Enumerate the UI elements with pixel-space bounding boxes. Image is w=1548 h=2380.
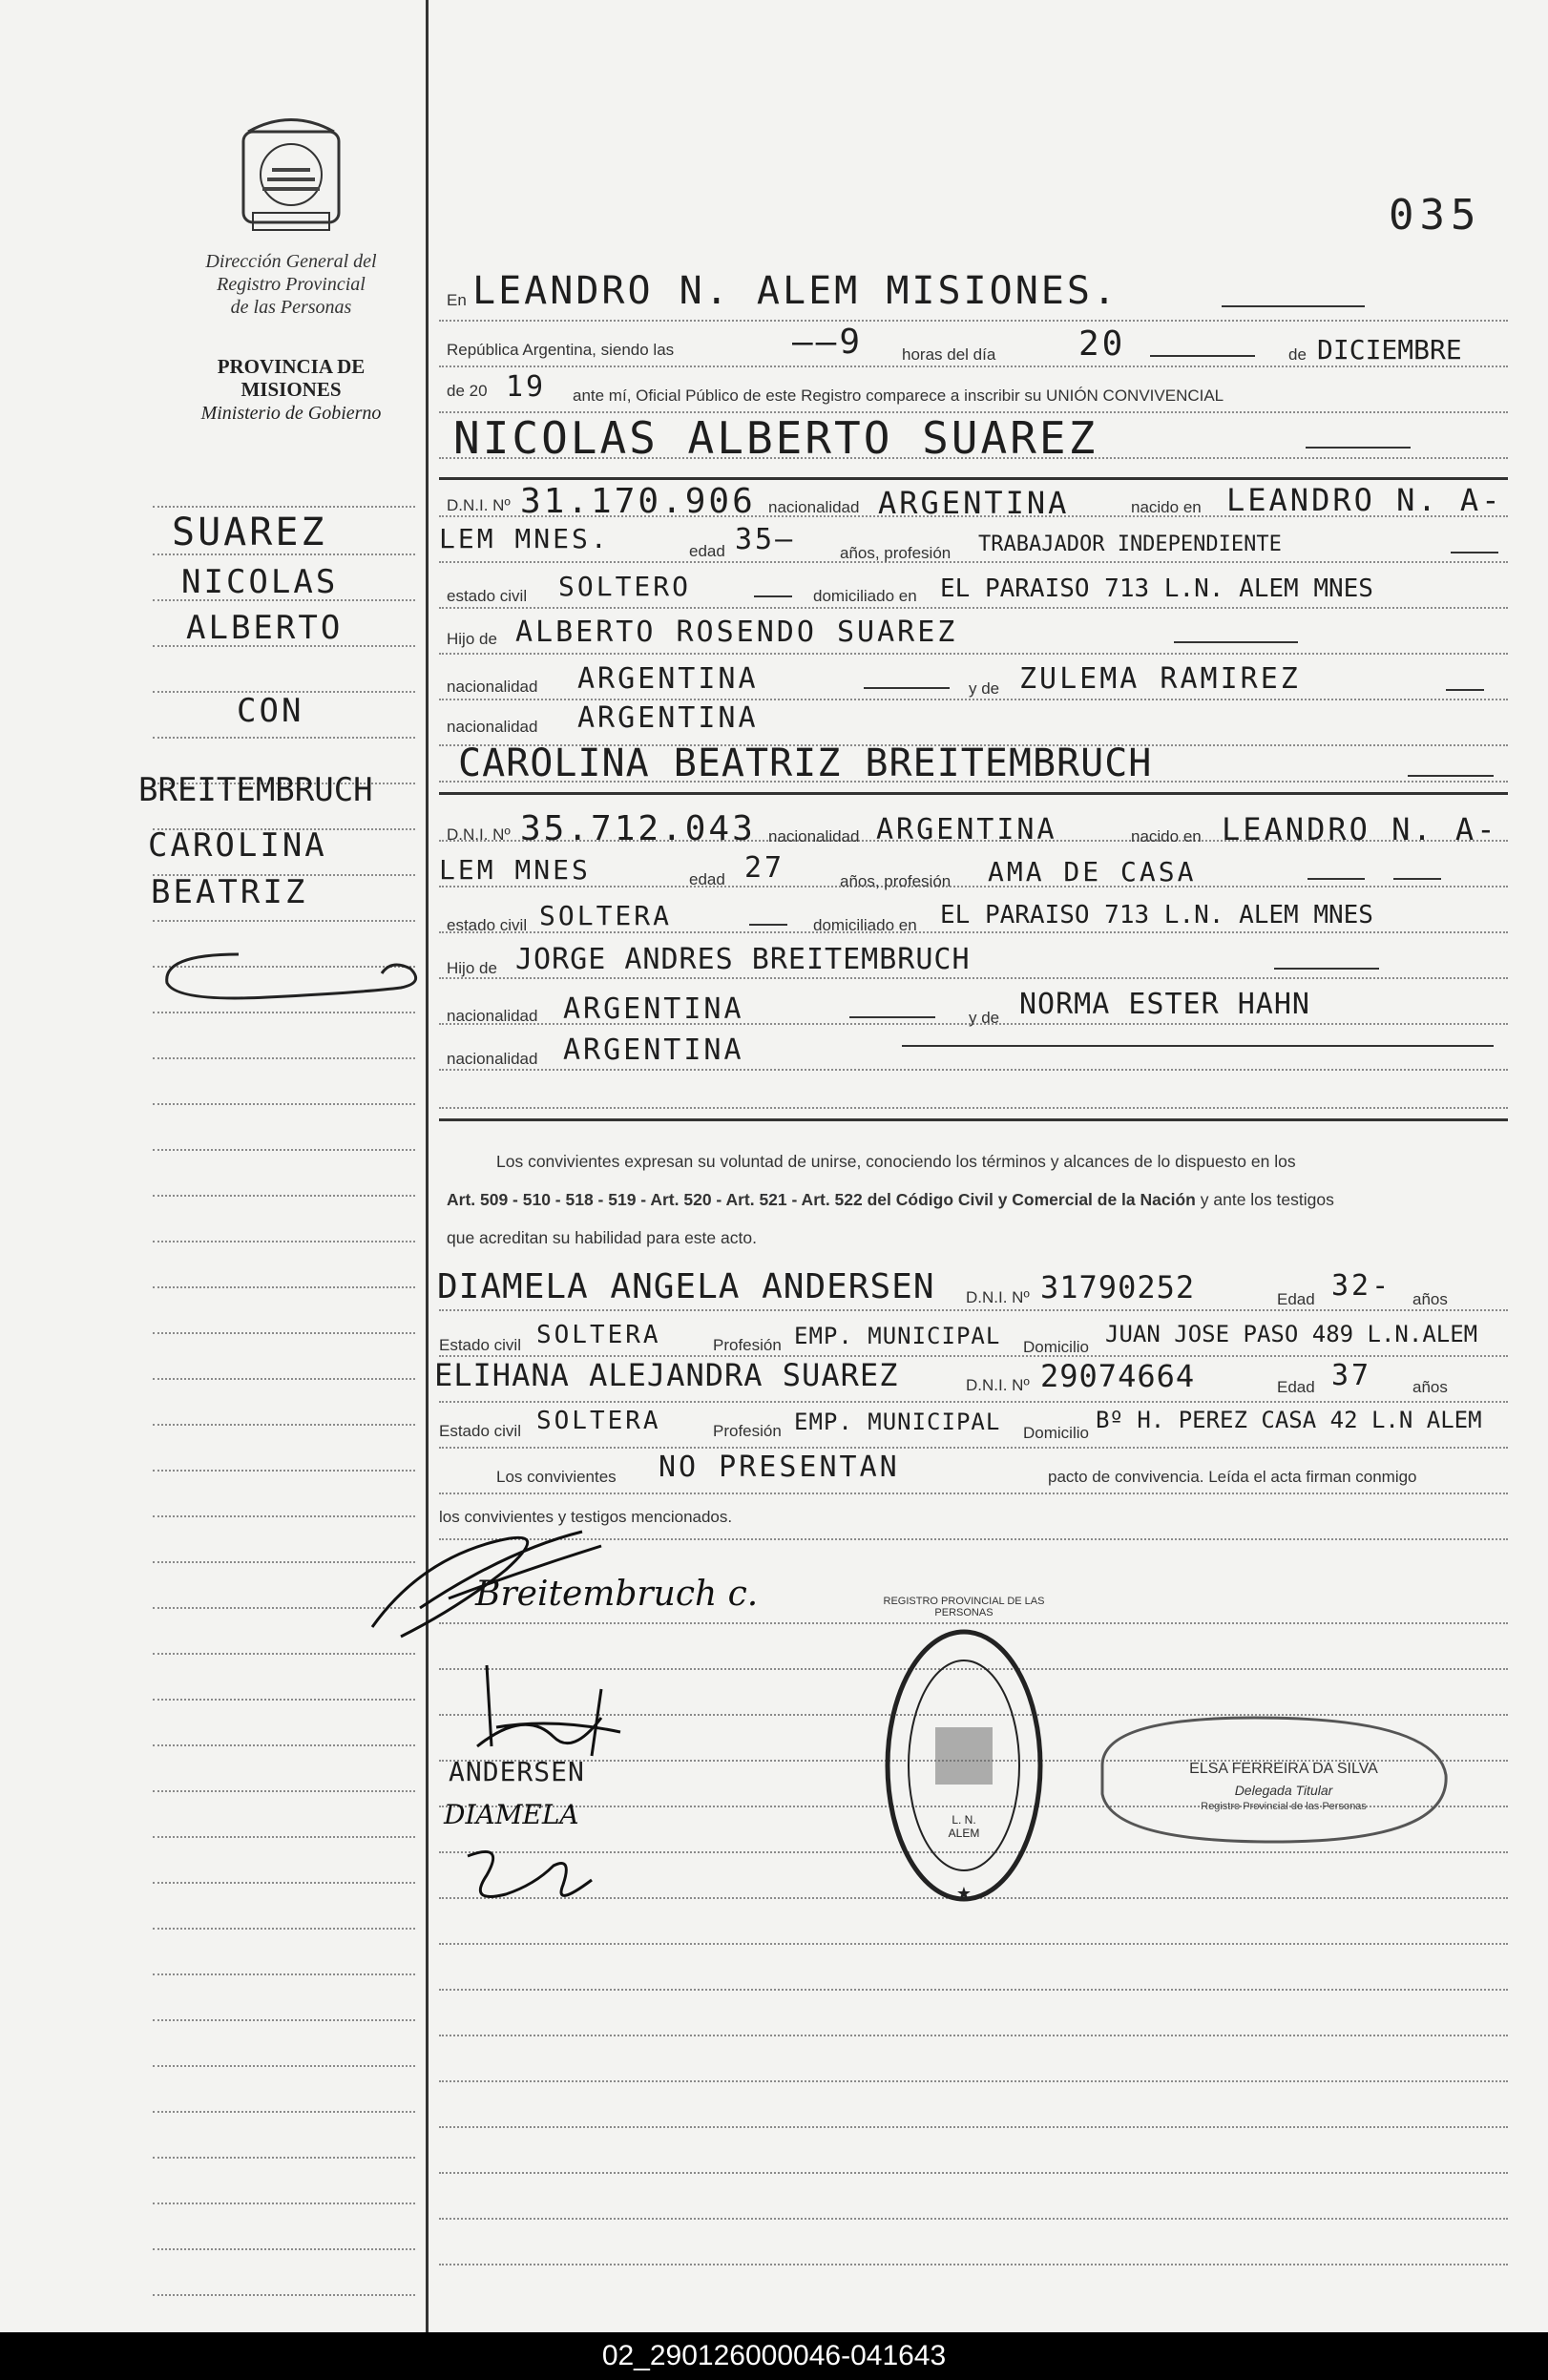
year-value: 19 — [506, 370, 547, 404]
convivientes-label: Los convivientes — [496, 1468, 617, 1486]
margin-line — [153, 1149, 415, 1151]
closing-text: pacto de convivencia. Leída el acta firman conmigo — [1048, 1468, 1417, 1486]
fill-dash — [1307, 878, 1365, 880]
nacionalidad-label: nacionalidad — [768, 498, 860, 516]
signature-5 — [449, 1837, 601, 1918]
person1-birthplace: LEANDRO N. A- — [1226, 482, 1503, 518]
closing-line-2: los convivientes y testigos mencionados. — [439, 1508, 733, 1526]
person1-nationality: ARGENTINA — [878, 485, 1070, 521]
fill-dash — [754, 595, 792, 597]
row-line — [439, 1943, 1508, 1945]
margin-line — [153, 1699, 415, 1701]
row-line — [439, 977, 1508, 979]
row-line — [439, 1447, 1508, 1449]
agency-line-1: Dirección General del — [205, 251, 377, 272]
dni-label: D.N.I. Nº — [966, 1376, 1030, 1394]
witness1-dni: 31790252 — [1040, 1269, 1196, 1305]
estado-civil-label: Estado civil — [439, 1336, 521, 1354]
row-line — [439, 886, 1508, 887]
province-name — [157, 355, 425, 401]
person2-age: 27 — [744, 851, 785, 885]
margin-line — [153, 2248, 415, 2250]
margin-line — [153, 506, 415, 508]
section-separator — [439, 477, 1508, 480]
fill-dash — [1222, 305, 1365, 307]
person2-civil-status: SOLTERA — [539, 900, 673, 931]
fill-dash — [1174, 641, 1298, 643]
person2-father-nationality: ARGENTINA — [563, 992, 744, 1026]
edad-label: edad — [689, 870, 725, 888]
margin-line — [153, 1882, 415, 1884]
person1-birthplace-cont: LEM MNES. — [439, 523, 610, 554]
row-line — [439, 607, 1508, 609]
witness2-address: Bº H. PEREZ CASA 42 L.N ALEM — [1096, 1407, 1482, 1433]
row-line — [439, 653, 1508, 655]
margin-line — [153, 1286, 415, 1288]
nacionalidad-label: nacionalidad — [447, 1007, 538, 1025]
province-line-2: MISIONES — [241, 378, 342, 401]
row-line — [439, 1989, 1508, 1991]
y-de-label: y de — [969, 679, 1000, 698]
row-line — [439, 1401, 1508, 1403]
margin-line — [153, 1378, 415, 1380]
horas-label: horas del día — [902, 345, 996, 364]
hours-value: ——9 — [792, 323, 864, 362]
estado-civil-label: estado civil — [447, 587, 528, 605]
margin-line — [153, 1928, 415, 1930]
agency-line-3: de las Personas — [230, 297, 352, 318]
witness2-civil-status: SOLTERA — [536, 1407, 661, 1435]
de-label: de — [1288, 345, 1307, 364]
estado-civil-label: Estado civil — [439, 1422, 521, 1440]
domicilio-label: Domicilio — [1023, 1424, 1089, 1442]
section-separator — [439, 792, 1508, 795]
margin-given-name-4: BEATRIZ — [151, 873, 308, 911]
margin-signature — [153, 945, 429, 1016]
person2-dni: 35.712.043 — [520, 809, 756, 848]
person2-birthplace: LEANDRO N. A- — [1222, 811, 1498, 847]
anos-label: años — [1412, 1378, 1448, 1396]
row-line — [439, 931, 1508, 933]
en-label: En — [447, 291, 467, 309]
person2-father: JORGE ANDRES BREITEMBRUCH — [515, 943, 971, 976]
person1-dni: 31.170.906 — [520, 482, 756, 521]
person1-father-nationality: ARGENTINA — [577, 662, 759, 696]
edad-label: Edad — [1277, 1378, 1315, 1396]
declaration-line-1: Los convivientes expresan su voluntad de unirse, conociendo los términos y alcances de lo dispuesto en los — [496, 1152, 1296, 1171]
margin-line — [153, 1744, 415, 1746]
fill-dash — [1408, 775, 1494, 777]
row-line — [439, 2126, 1508, 2128]
document-id-footer: 02_290126000046-041643 — [0, 2332, 1548, 2380]
margin-line — [153, 920, 415, 922]
round-stamp-inner-text: L. N. ALEM — [948, 1813, 980, 1840]
person2-profession: AMA DE CASA — [988, 856, 1197, 887]
hijo-de-label: Hijo de — [447, 630, 497, 648]
intro-statement: ante mí, Oficial Público de este Registro comparece a inscribir su UNIÓN CONVIVENCIAL — [573, 386, 1224, 405]
margin-surname-1: SUAREZ — [172, 511, 327, 554]
fill-dash — [1150, 355, 1255, 357]
fill-dash — [902, 1045, 1494, 1047]
person1-profession: TRABAJADOR INDEPENDIENTE — [978, 532, 1282, 556]
day-value: 20 — [1078, 324, 1126, 364]
witness2-name: ELIHANA ALEJANDRA SUAREZ — [434, 1357, 899, 1393]
person1-address: EL PARAISO 713 L.N. ALEM MNES — [940, 574, 1373, 603]
stamp-official-title: Delegada Titular — [1234, 1783, 1333, 1798]
section-separator — [439, 1118, 1508, 1121]
row-line — [439, 699, 1508, 700]
nacido-label: nacido en — [1131, 827, 1202, 846]
official-round-stamp — [878, 1596, 1050, 1909]
row-line — [439, 2172, 1508, 2174]
margin-given-name-2: ALBERTO — [186, 609, 344, 647]
domiciliado-label: domiciliado en — [813, 587, 917, 605]
svg-text:★: ★ — [955, 1884, 973, 1903]
dni-label: D.N.I. Nº — [966, 1288, 1030, 1306]
row-line — [439, 2035, 1508, 2036]
person2-birthplace-cont: LEM MNES — [439, 854, 591, 886]
margin-line — [153, 1790, 415, 1792]
dni-label: D.N.I. Nº — [447, 496, 511, 514]
margin-surname-2: BREITEMBRUCH — [138, 771, 373, 809]
fill-dash — [849, 1016, 935, 1018]
fill-dash — [1393, 878, 1441, 880]
place-value: LEANDRO N. ALEM MISIONES. — [472, 269, 1119, 313]
ministry-name: Ministerio de Gobierno — [200, 403, 382, 424]
stamp-official-name: ELSA FERREIRA DA SILVA — [1189, 1761, 1378, 1777]
fill-dash — [749, 924, 787, 926]
witness1-age: 32- — [1331, 1269, 1392, 1303]
margin-line — [153, 1057, 415, 1059]
witness1-name: DIAMELA ANGELA ANDERSEN — [437, 1267, 935, 1306]
person2-mother-nationality: ARGENTINA — [563, 1033, 744, 1067]
row-line — [439, 2080, 1508, 2082]
witness2-age: 37 — [1331, 1359, 1372, 1392]
person2-address: EL PARAISO 713 L.N. ALEM MNES — [940, 901, 1373, 929]
margin-line — [153, 737, 415, 739]
nacionalidad-label: nacionalidad — [447, 718, 538, 736]
dni-label: D.N.I. Nº — [447, 825, 511, 844]
person1-mother-nationality: ARGENTINA — [577, 701, 759, 735]
signature-3-name: ANDERSEN — [449, 1756, 585, 1787]
margin-line — [153, 2203, 415, 2204]
witness1-profession: EMP. MUNICIPAL — [794, 1323, 1001, 1349]
witness2-profession: EMP. MUNICIPAL — [794, 1409, 1001, 1435]
republica-label: República Argentina, siendo las — [447, 341, 675, 359]
nacionalidad-label: nacionalidad — [447, 678, 538, 696]
margin-line — [153, 1195, 415, 1197]
month-value: DICIEMBRE — [1317, 334, 1462, 365]
row-line — [439, 365, 1508, 367]
anos-label: años — [1412, 1290, 1448, 1308]
round-stamp-text: REGISTRO PROVINCIAL DE LAS PERSONAS — [883, 1596, 1045, 1618]
nacionalidad-label: nacionalidad — [447, 1050, 538, 1068]
row-line — [439, 561, 1508, 563]
row-line — [439, 2264, 1508, 2265]
person2-mother: NORMA ESTER HAHN — [1019, 988, 1310, 1021]
page-number: 035 — [1389, 191, 1482, 240]
row-line — [439, 320, 1508, 322]
provincial-seal — [239, 113, 344, 237]
fill-dash — [864, 687, 950, 689]
row-line — [439, 2218, 1508, 2220]
signature-3-mark — [468, 1660, 639, 1770]
person1-age: 35— — [735, 523, 796, 556]
edad-label: Edad — [1277, 1290, 1315, 1308]
agency-line-2: Registro Provincial — [217, 274, 366, 295]
page-divider — [426, 0, 429, 2332]
margin-line — [153, 1836, 415, 1838]
domiciliado-label: domiciliado en — [813, 916, 917, 934]
row-line — [439, 1493, 1508, 1494]
witness1-address: JUAN JOSE PASO 489 L.N.ALEM — [1105, 1321, 1478, 1347]
agency-name — [157, 250, 425, 319]
person1-father: ALBERTO ROSENDO SUAREZ — [515, 616, 958, 649]
person1-mother: ZULEMA RAMIREZ — [1019, 662, 1301, 696]
margin-line — [153, 1424, 415, 1426]
estado-civil-label: estado civil — [447, 916, 528, 934]
row-line — [439, 1069, 1508, 1071]
margin-given-name-3: CAROLINA — [148, 826, 327, 865]
edad-label: edad — [689, 542, 725, 560]
profesion-label: Profesión — [713, 1422, 782, 1440]
official-name-stamp — [1083, 1708, 1455, 1851]
witness1-civil-status: SOLTERA — [536, 1321, 661, 1349]
margin-line — [153, 2294, 415, 2296]
margin-line — [153, 1103, 415, 1105]
stamp-organization: Registro Provincial de las Personas — [1201, 1801, 1367, 1812]
margin-line — [153, 1241, 415, 1242]
nacido-label: nacido en — [1131, 498, 1202, 516]
y-de-label: y de — [969, 1009, 1000, 1027]
margin-line — [153, 2065, 415, 2067]
row-line — [439, 1107, 1508, 1109]
margin-line — [153, 1332, 415, 1334]
person2-full-name: CAROLINA BEATRIZ BREITEMBRUCH — [458, 741, 1153, 785]
witness2-dni: 29074664 — [1040, 1358, 1196, 1394]
signature-2: Breitembruch c. — [475, 1575, 759, 1614]
declaration-line-3: que acreditan su habilidad para este acto. — [447, 1228, 757, 1247]
province-line-1: PROVINCIA DE — [217, 355, 366, 378]
declaration-line-2: Art. 509 - 510 - 518 - 519 - Art. 520 - Art. 521 - Art. 522 del Código Civil y Comercial de la Nación y ante los testigos — [447, 1190, 1334, 1209]
person1-civil-status: SOLTERO — [558, 571, 692, 602]
profesion-label: Profesión — [713, 1336, 782, 1354]
margin-line — [153, 1470, 415, 1472]
margin-line — [153, 1653, 415, 1655]
margin-given-name-1: NICOLAS — [181, 563, 339, 601]
margin-line — [153, 2157, 415, 2159]
domicilio-label: Domicilio — [1023, 1338, 1089, 1356]
nacionalidad-label: nacionalidad — [768, 827, 860, 846]
person2-nationality: ARGENTINA — [876, 813, 1057, 846]
fill-dash — [1446, 689, 1484, 691]
anos-profesion-label: años, profesión — [840, 544, 952, 562]
year-prefix-label: de 20 — [447, 382, 488, 400]
margin-con: CON — [237, 692, 304, 730]
hijo-de-label: Hijo de — [447, 959, 497, 977]
person1-full-name: NICOLAS ALBERTO SUAREZ — [453, 412, 1098, 464]
anos-profesion-label: años, profesión — [840, 872, 952, 890]
signature-4: DIAMELA — [444, 1799, 579, 1830]
margin-line — [153, 2111, 415, 2113]
margin-line — [153, 1973, 415, 1975]
fill-dash — [1274, 968, 1379, 970]
margin-line — [153, 2019, 415, 2021]
fill-dash — [1306, 447, 1411, 449]
pact-value: NO PRESENTAN — [659, 1451, 900, 1484]
fill-dash — [1451, 552, 1498, 553]
row-line — [439, 1309, 1508, 1311]
